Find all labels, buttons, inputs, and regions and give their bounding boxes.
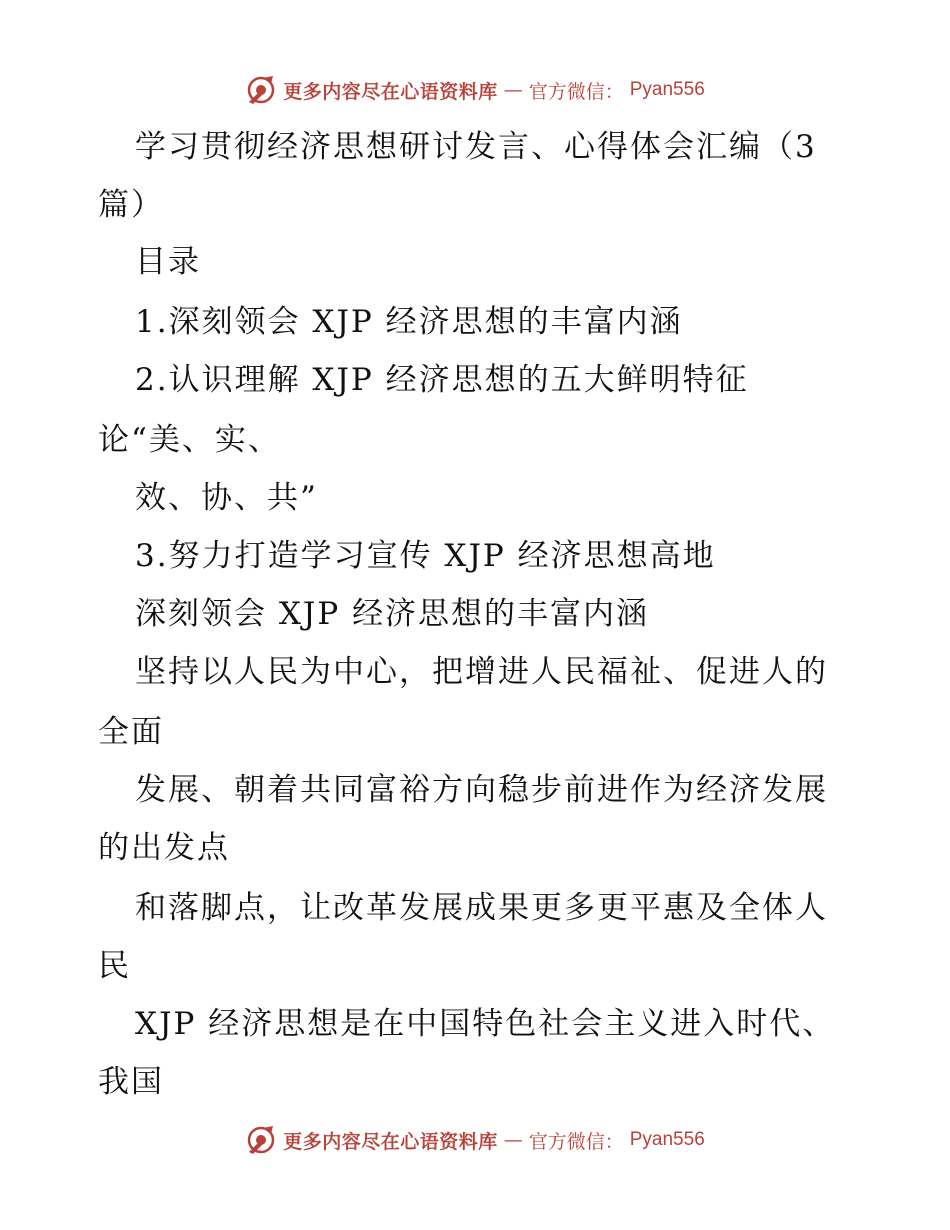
paragraph-4-line1: XJP 经济思想是在中国特色社会主义进入时代、 <box>135 1006 836 1042</box>
document-title-line2: 篇） <box>98 187 164 223</box>
document-title-line1: 学习贯彻经济思想研讨发言、心得体会汇编（3 <box>135 129 817 165</box>
toc-item-1: 1.深刻领会 XJP 经济思想的丰富内涵 <box>135 304 683 340</box>
toc-item-2-line3: 效、协、共” <box>135 480 318 516</box>
toc-heading: 目录 <box>135 244 201 280</box>
watermark-id: Pyan556 <box>629 1129 705 1150</box>
paragraph-2-line2: 的出发点 <box>98 830 230 866</box>
watermark-text: 更多内容尽在心语资料库 <box>283 1130 498 1153</box>
toc-item-2-line2: 论“美、实、 <box>98 422 281 458</box>
paragraph-3-line2: 民 <box>98 948 131 984</box>
paragraph-1-line2: 全面 <box>98 714 164 750</box>
watermark-id: Pyan556 <box>629 79 705 100</box>
footer-watermark <box>0 1120 950 1160</box>
watermark-label: 官方微信： <box>528 80 624 103</box>
paragraph-1-line1: 坚持以人民为中心，把增进人民福祉、促进人的 <box>135 654 828 690</box>
paragraph-3-line1: 和落脚点，让改革发展成果更多更平惠及全体人 <box>135 890 828 926</box>
watermark-label: 官方微信： <box>528 1130 624 1153</box>
pen-logo-icon <box>245 74 277 106</box>
paragraph-2-line1: 发展、朝着共同富裕方向稳步前进作为经济发展 <box>135 772 828 808</box>
watermark-text: 更多内容尽在心语资料库 <box>283 80 498 103</box>
section-heading: 深刻领会 XJP 经济思想的丰富内涵 <box>135 596 650 632</box>
toc-item-3: 3.努力打造学习宣传 XJP 经济思想高地 <box>135 538 716 574</box>
toc-item-2-line1: 2.认识理解 XJP 经济思想的五大鲜明特征 <box>135 362 749 398</box>
paragraph-4-line2: 我国 <box>98 1064 164 1100</box>
pen-logo-icon <box>245 1124 277 1156</box>
watermark-separator: — <box>503 1129 523 1151</box>
header-watermark <box>0 70 950 110</box>
watermark-separator: — <box>503 79 523 101</box>
